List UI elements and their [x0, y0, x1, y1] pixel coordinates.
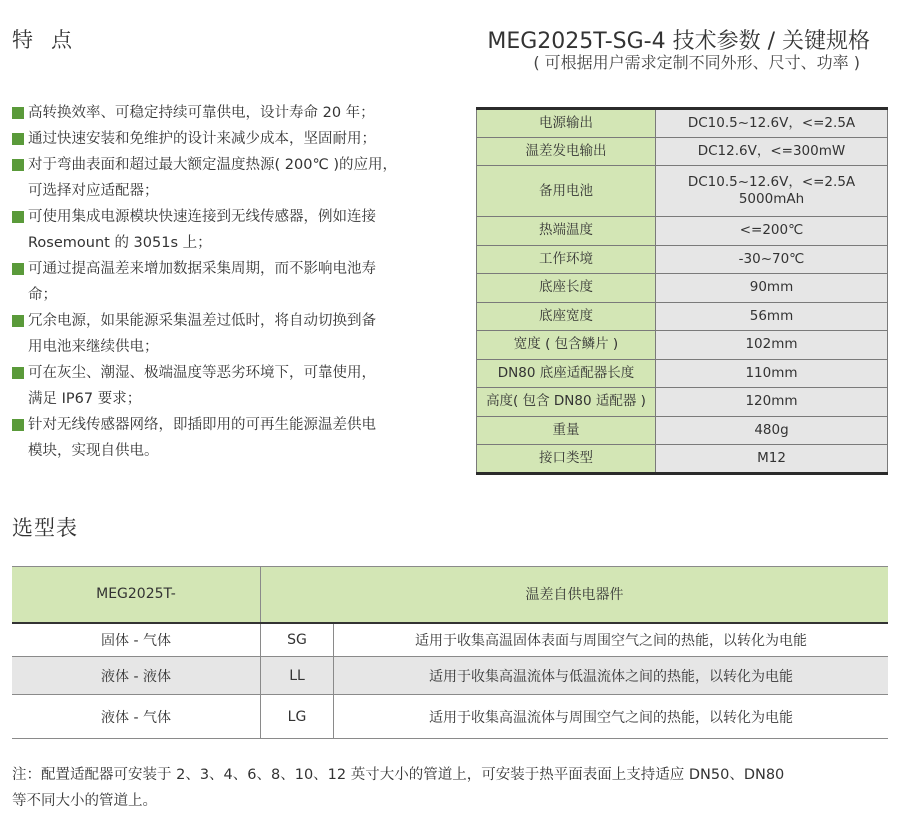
- feature-item: [12, 256, 452, 308]
- feature-item: [12, 152, 452, 204]
- selection-title: 选型表: [12, 516, 78, 540]
- green-square-bullet-icon: [12, 107, 24, 119]
- spec-key: 宽度 ( 包含鳞片 ): [477, 331, 656, 360]
- selection-code: LL: [261, 657, 334, 695]
- selection-desc: 适用于收集高温流体与周围空气之间的热能，以转化为电能: [334, 695, 889, 739]
- green-square-bullet-icon: [12, 159, 24, 171]
- spec-key: DN80 底座适配器长度: [477, 359, 656, 388]
- feature-item: [12, 308, 452, 360]
- feature-item: [12, 100, 452, 126]
- spec-value: 120mm: [656, 388, 888, 417]
- feature-text: 通过快速安装和免维护的设计来减少成本，坚固耐用；: [28, 131, 376, 147]
- selection-header-row: [12, 567, 888, 623]
- feature-text: 可在灰尘、潮湿、极端温度等恶劣环境下，可靠使用， 满足 IP67 要求；: [28, 365, 376, 407]
- selection-desc: 适用于收集高温固体表面与周围空气之间的热能，以转化为电能: [334, 623, 889, 657]
- spec-key: 工作环境: [477, 245, 656, 274]
- spec-key: 热端温度: [477, 217, 656, 246]
- green-square-bullet-icon: [12, 211, 24, 223]
- spec-subtitle: ( 可根据用户需求定制不同外形、尺寸、功率 ): [533, 53, 860, 72]
- spec-value: 90mm: [656, 274, 888, 303]
- spec-value: 56mm: [656, 302, 888, 331]
- selection-header-model: MEG2025T-: [12, 567, 261, 623]
- spec-title: MEG2025T-SG-4 技术参数 / 关键规格: [487, 29, 870, 54]
- spec-key: 底座长度: [477, 274, 656, 303]
- spec-key: 重量: [477, 416, 656, 445]
- selection-code: SG: [261, 623, 334, 657]
- spec-key: 电源输出: [477, 109, 656, 138]
- spec-key: 底座宽度: [477, 302, 656, 331]
- selection-row: [12, 657, 888, 695]
- feature-text: 冗余电源，如果能源采集温差过低时，将自动切换到备 用电池来继续供电；: [28, 313, 376, 355]
- spec-row: [477, 388, 888, 417]
- feature-item: [12, 204, 452, 256]
- feature-text: 针对无线传感器网络，即插即用的可再生能源温差供电 模块，实现自供电。: [28, 417, 376, 459]
- spec-row: [477, 217, 888, 246]
- selection-type: 液体 - 气体: [12, 695, 261, 739]
- spec-key: 高度( 包含 DN80 适配器 ): [477, 388, 656, 417]
- green-square-bullet-icon: [12, 367, 24, 379]
- spec-row: [477, 416, 888, 445]
- spec-row: [477, 302, 888, 331]
- spec-row: [477, 245, 888, 274]
- selection-table: [12, 566, 888, 739]
- green-square-bullet-icon: [12, 315, 24, 327]
- green-square-bullet-icon: [12, 419, 24, 431]
- feature-item: [12, 412, 452, 464]
- spec-row: [477, 274, 888, 303]
- spec-table: [476, 107, 888, 475]
- spec-row: [477, 331, 888, 360]
- feature-text: 对于弯曲表面和超过最大额定温度热源( 200℃ )的应用， 可选择对应适配器；: [28, 157, 397, 199]
- spec-value: 110mm: [656, 359, 888, 388]
- spec-value: -30~70℃: [656, 245, 888, 274]
- feature-item: [12, 126, 452, 152]
- spec-value: DC10.5~12.6V，<=2.5A: [656, 109, 888, 138]
- feature-text: 可通过提高温差来增加数据采集周期，而不影响电池寿 命；: [28, 261, 376, 303]
- spec-value: DC10.5~12.6V，<=2.5A 5000mAh: [656, 166, 888, 217]
- selection-row: [12, 695, 888, 739]
- spec-value: DC12.6V，<=300mW: [656, 137, 888, 166]
- spec-key: 备用电池: [477, 166, 656, 217]
- spec-row: [477, 137, 888, 166]
- feature-text: 可使用集成电源模块快速连接到无线传感器，例如连接 Rosemount 的 3051s 上；: [28, 209, 376, 251]
- spec-row: [477, 359, 888, 388]
- selection-code: LG: [261, 695, 334, 739]
- spec-row: [477, 445, 888, 474]
- green-square-bullet-icon: [12, 133, 24, 145]
- spec-value: 102mm: [656, 331, 888, 360]
- features-title: 特点: [12, 28, 90, 52]
- selection-type: 固体 - 气体: [12, 623, 261, 657]
- spec-row: [477, 109, 888, 138]
- selection-header-desc: 温差自供电器件: [261, 567, 889, 623]
- feature-text: 高转换效率、可稳定持续可靠供电，设计寿命 20 年；: [28, 105, 375, 121]
- footnote: 注：配置适配器可安装于 2、3、4、6、8、10、12 英寸大小的管道上，可安装于热平面表面上支持适应 DN50、DN80 等不同大小的管道上。: [12, 767, 785, 809]
- selection-type: 液体 - 液体: [12, 657, 261, 695]
- green-square-bullet-icon: [12, 263, 24, 275]
- spec-key: 接口类型: [477, 445, 656, 474]
- spec-key: 温差发电输出: [477, 137, 656, 166]
- selection-row: [12, 623, 888, 657]
- spec-row: [477, 166, 888, 217]
- feature-item: [12, 360, 452, 412]
- features-list: [12, 100, 452, 464]
- spec-value: <=200℃: [656, 217, 888, 246]
- selection-desc: 适用于收集高温流体与低温流体之间的热能，以转化为电能: [334, 657, 889, 695]
- spec-value: M12: [656, 445, 888, 474]
- spec-value: 480g: [656, 416, 888, 445]
